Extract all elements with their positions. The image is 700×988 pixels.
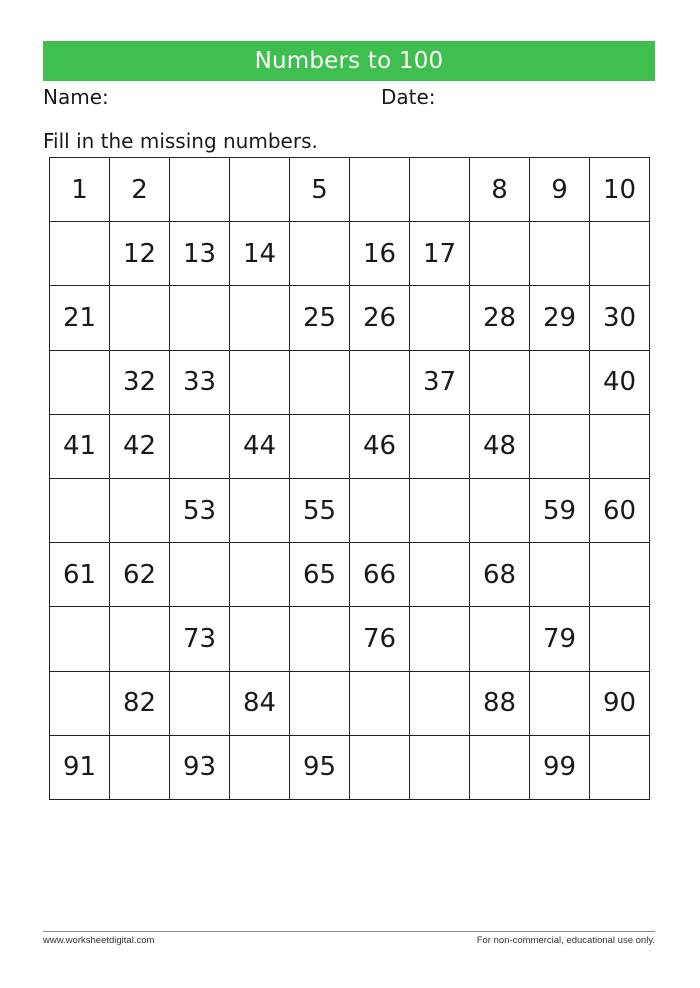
number-cell: 28 [470,286,530,350]
blank-cell[interactable] [410,158,470,222]
blank-cell[interactable] [590,222,650,286]
blank-cell[interactable] [350,351,410,415]
blank-cell[interactable] [110,736,170,800]
date-label: Date: [381,85,436,109]
blank-cell[interactable] [290,222,350,286]
blank-cell[interactable] [170,158,230,222]
blank-cell[interactable] [470,222,530,286]
blank-cell[interactable] [50,222,110,286]
number-cell: 10 [590,158,650,222]
number-cell: 12 [110,222,170,286]
blank-cell[interactable] [110,607,170,671]
number-cell: 99 [530,736,590,800]
blank-cell[interactable] [470,736,530,800]
number-cell: 41 [50,415,110,479]
blank-cell[interactable] [530,543,590,607]
blank-cell[interactable] [290,607,350,671]
number-cell: 53 [170,479,230,543]
number-cell: 29 [530,286,590,350]
blank-cell[interactable] [170,415,230,479]
blank-cell[interactable] [50,672,110,736]
number-cell: 95 [290,736,350,800]
number-cell: 59 [530,479,590,543]
number-cell: 40 [590,351,650,415]
blank-cell[interactable] [230,351,290,415]
blank-cell[interactable] [230,479,290,543]
name-label: Name: [43,85,109,109]
blank-cell[interactable] [530,222,590,286]
blank-cell[interactable] [290,351,350,415]
blank-cell[interactable] [230,543,290,607]
blank-cell[interactable] [410,607,470,671]
number-cell: 79 [530,607,590,671]
number-cell: 82 [110,672,170,736]
blank-cell[interactable] [410,543,470,607]
blank-cell[interactable] [50,351,110,415]
blank-cell[interactable] [230,736,290,800]
number-cell: 60 [590,479,650,543]
number-cell: 93 [170,736,230,800]
number-grid [49,157,650,800]
number-cell: 25 [290,286,350,350]
blank-cell[interactable] [410,479,470,543]
worksheet-title: Numbers to 100 [43,41,655,81]
blank-cell[interactable] [470,351,530,415]
blank-cell[interactable] [50,607,110,671]
blank-cell[interactable] [530,672,590,736]
blank-cell[interactable] [170,543,230,607]
number-cell: 61 [50,543,110,607]
number-cell: 37 [410,351,470,415]
number-cell: 13 [170,222,230,286]
blank-cell[interactable] [410,672,470,736]
number-cell: 44 [230,415,290,479]
number-cell: 1 [50,158,110,222]
number-cell: 66 [350,543,410,607]
blank-cell[interactable] [590,415,650,479]
blank-cell[interactable] [590,607,650,671]
footer-divider [43,931,655,932]
number-cell: 62 [110,543,170,607]
number-cell: 65 [290,543,350,607]
blank-cell[interactable] [350,736,410,800]
blank-cell[interactable] [590,543,650,607]
blank-cell[interactable] [470,479,530,543]
blank-cell[interactable] [170,672,230,736]
number-cell: 42 [110,415,170,479]
blank-cell[interactable] [50,479,110,543]
blank-cell[interactable] [230,607,290,671]
number-cell: 5 [290,158,350,222]
blank-cell[interactable] [590,736,650,800]
number-cell: 9 [530,158,590,222]
blank-cell[interactable] [110,479,170,543]
number-cell: 16 [350,222,410,286]
number-cell: 91 [50,736,110,800]
number-cell: 2 [110,158,170,222]
number-cell: 17 [410,222,470,286]
number-cell: 33 [170,351,230,415]
number-cell: 14 [230,222,290,286]
blank-cell[interactable] [530,351,590,415]
number-cell: 46 [350,415,410,479]
blank-cell[interactable] [230,158,290,222]
number-cell: 68 [470,543,530,607]
number-cell: 73 [170,607,230,671]
footer-website: www.worksheetdigital.com [43,935,155,946]
number-cell: 76 [350,607,410,671]
blank-cell[interactable] [290,415,350,479]
blank-cell[interactable] [350,479,410,543]
number-cell: 21 [50,286,110,350]
number-cell: 26 [350,286,410,350]
blank-cell[interactable] [290,672,350,736]
blank-cell[interactable] [350,672,410,736]
number-cell: 88 [470,672,530,736]
blank-cell[interactable] [410,286,470,350]
blank-cell[interactable] [350,158,410,222]
instructions: Fill in the missing numbers. [43,129,318,153]
number-cell: 32 [110,351,170,415]
footer-notice: For non-commercial, educational use only. [476,935,655,946]
number-cell: 90 [590,672,650,736]
blank-cell[interactable] [410,415,470,479]
number-cell: 84 [230,672,290,736]
number-cell: 30 [590,286,650,350]
blank-cell[interactable] [110,286,170,350]
number-cell: 55 [290,479,350,543]
blank-cell[interactable] [170,286,230,350]
blank-cell[interactable] [470,607,530,671]
blank-cell[interactable] [410,736,470,800]
blank-cell[interactable] [230,286,290,350]
blank-cell[interactable] [530,415,590,479]
number-cell: 48 [470,415,530,479]
number-cell: 8 [470,158,530,222]
